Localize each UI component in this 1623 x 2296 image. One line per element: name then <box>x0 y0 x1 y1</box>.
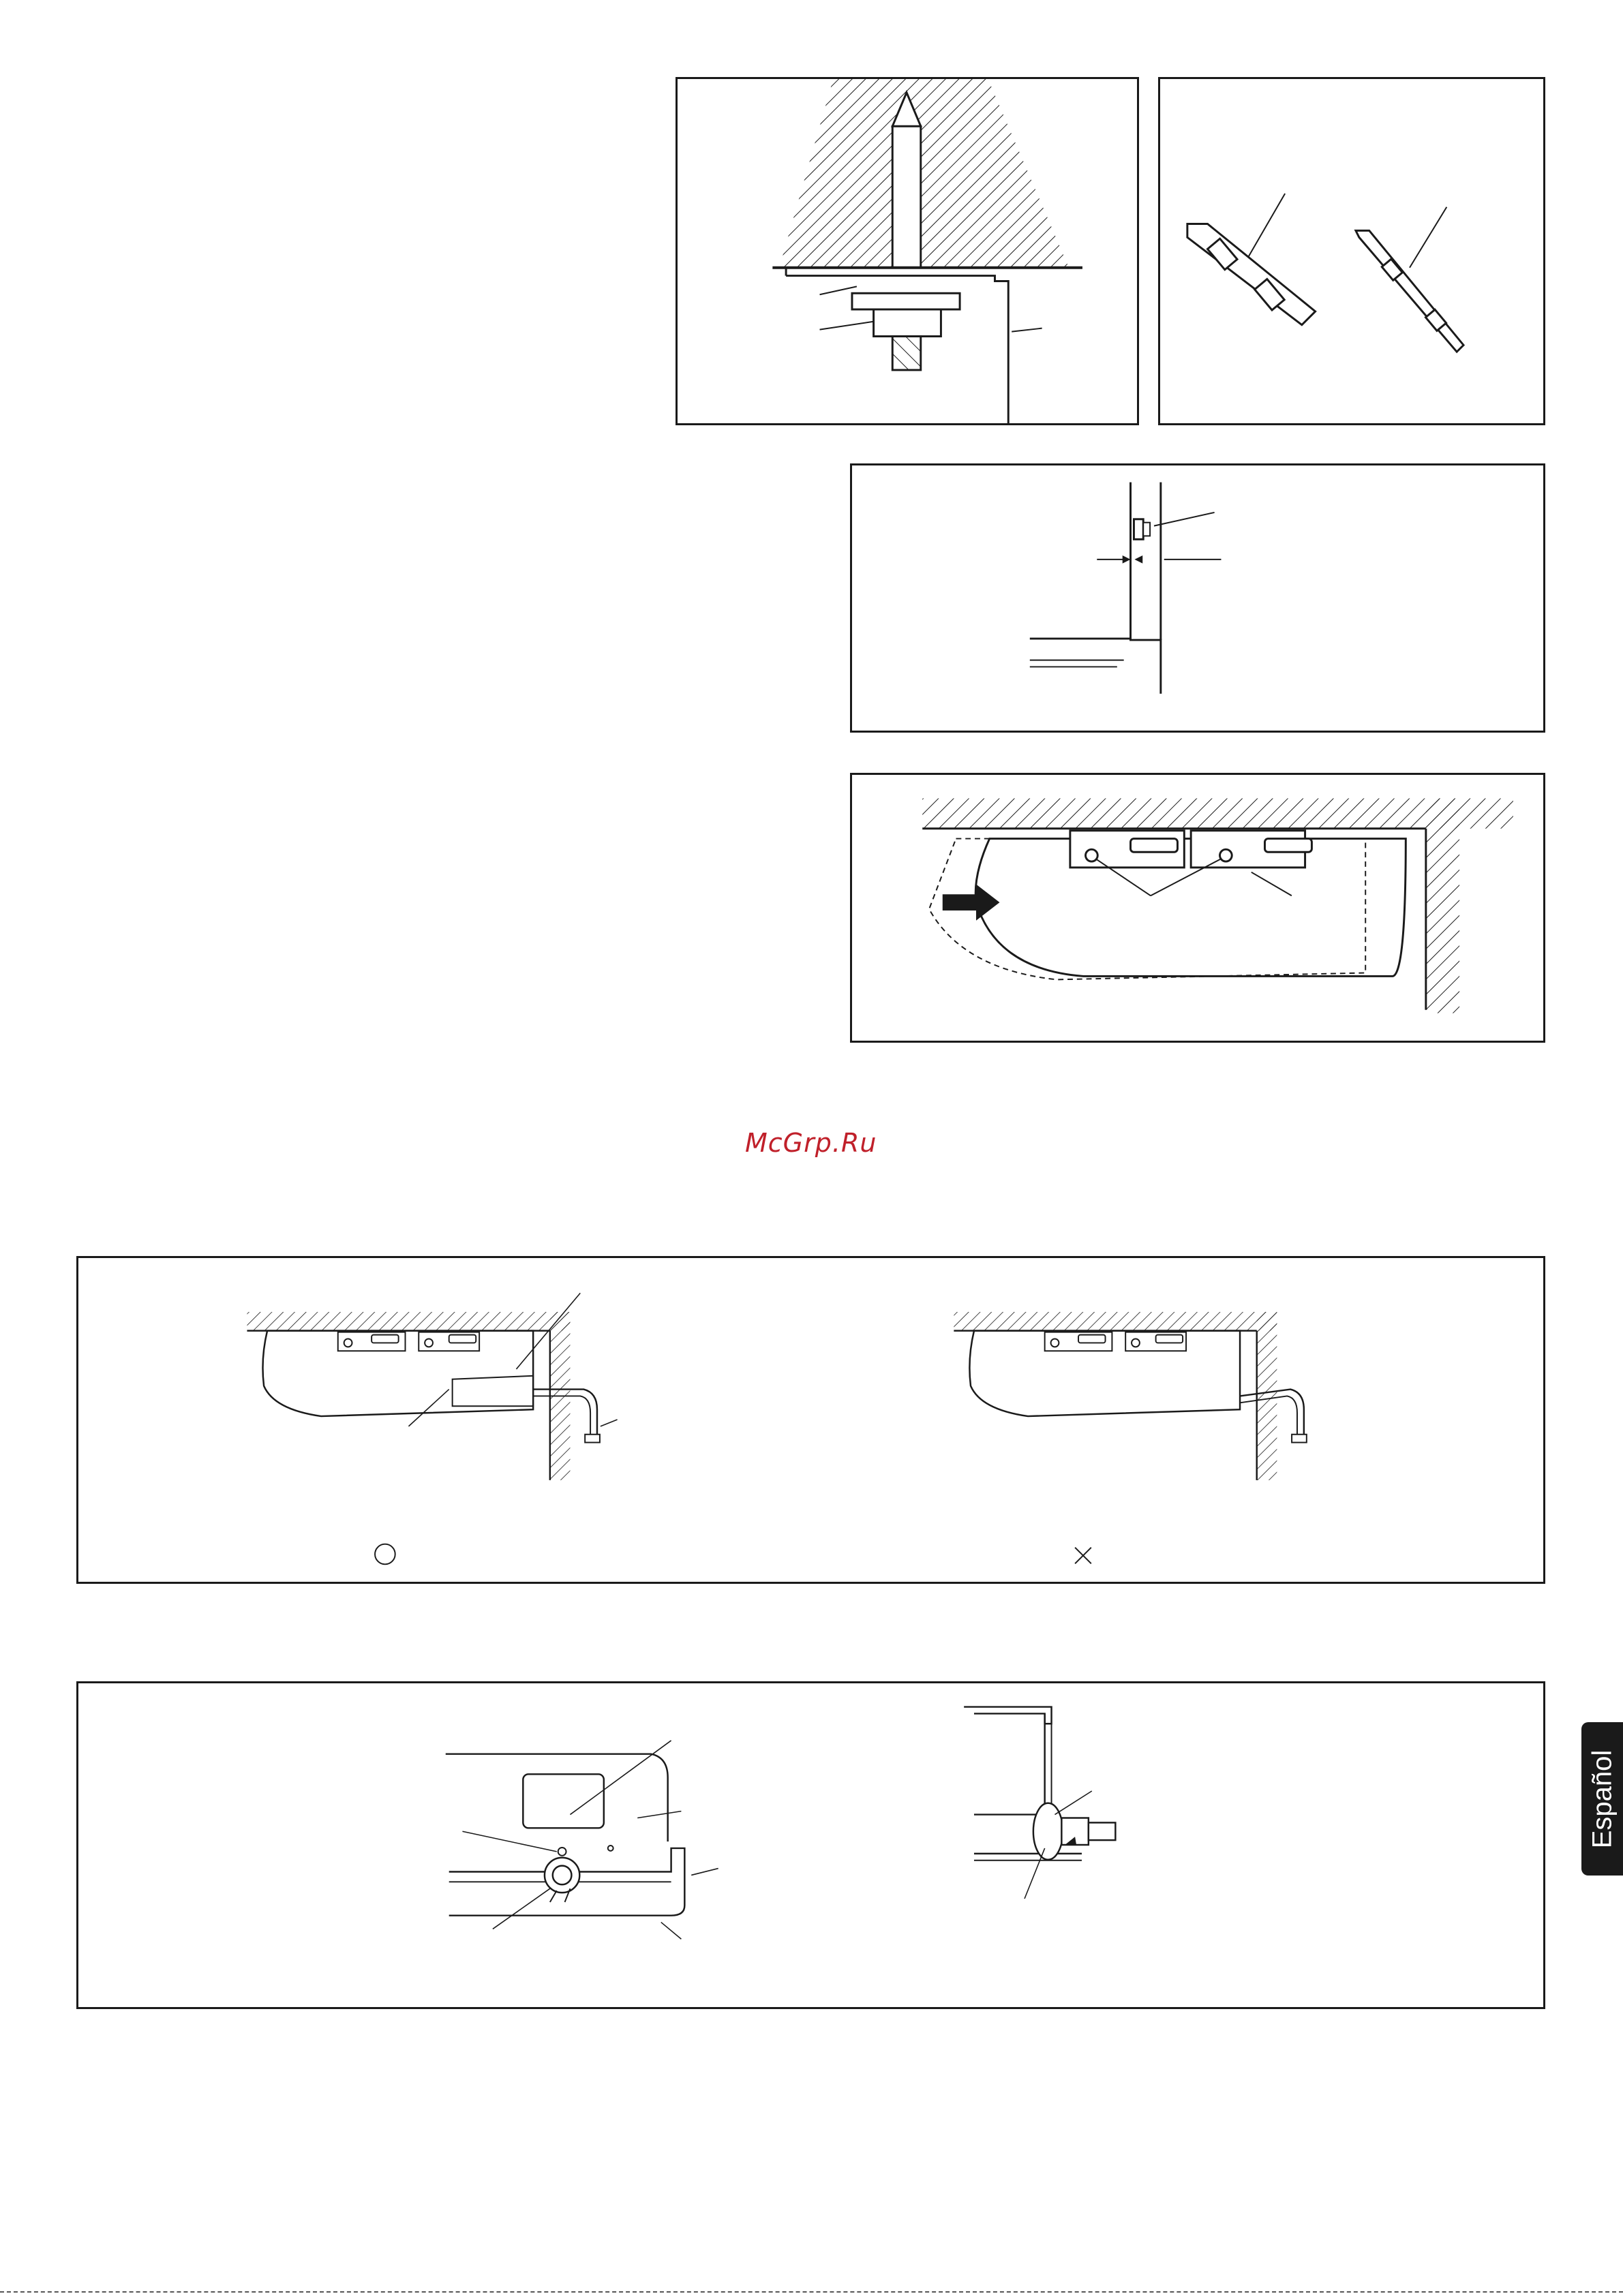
watermark: McGrp.Ru <box>745 1128 877 1158</box>
figure-anchor-bolt <box>676 77 1139 425</box>
bolt-thread <box>892 337 921 370</box>
brackets-drawing <box>1160 79 1543 423</box>
figure-brackets <box>1158 77 1545 425</box>
bracket-left <box>1187 224 1316 324</box>
drain-hose <box>1089 1822 1116 1840</box>
gap-clearance-drawing <box>852 465 1543 731</box>
correct-installation <box>247 1293 617 1564</box>
ceiling-hatch <box>922 798 1513 828</box>
figure-piping-comparison <box>76 1256 1545 1584</box>
incorrect-installation <box>954 1312 1306 1563</box>
language-tab <box>1581 1722 1623 1876</box>
drain-hose-view <box>964 1707 1115 1899</box>
figure-slide-to-wall <box>850 773 1545 1043</box>
bracket-right <box>1356 230 1463 352</box>
label-plate <box>523 1774 604 1828</box>
wall-hatch <box>1426 798 1459 1013</box>
slide-to-wall-drawing <box>852 775 1543 1041</box>
washer <box>852 293 960 309</box>
page-bottom-border <box>0 2291 1623 2293</box>
drain-outlet-view <box>446 1741 718 1939</box>
hose-clamp <box>1033 1803 1063 1860</box>
figure-drain-detail <box>76 1681 1545 2009</box>
drain-detail-drawing <box>78 1683 1543 2007</box>
figure-gap-clearance <box>850 463 1545 733</box>
arrow-right-icon <box>943 885 1000 921</box>
nut <box>874 309 941 337</box>
correct-circle-mark <box>375 1544 395 1565</box>
ceiling-concrete <box>779 79 1069 268</box>
piping-comparison-drawing <box>78 1258 1543 1582</box>
language-tab-label: Español <box>1587 1749 1617 1848</box>
anchor-bolt-drawing <box>678 79 1137 423</box>
anchor-shaft <box>892 126 921 268</box>
